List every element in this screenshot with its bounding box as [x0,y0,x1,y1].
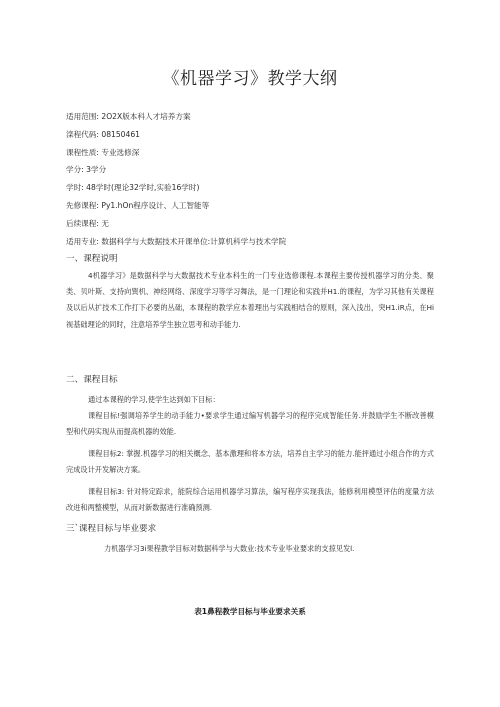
course-info-list [66,108,446,250]
section-heading-course-goals: 二、课程目标 [66,375,118,385]
table-caption: 表1鼻程教学目标与毕业要求关系 [194,607,306,616]
course-info-major [66,233,446,251]
info-value: 无 [101,218,109,228]
info-label: 学分: [66,165,84,175]
info-label: 滦程代码: [66,129,99,139]
course-info-credits [66,161,446,179]
document-title: 《机器学习》教学大纲 [162,69,338,89]
info-value: 48学时(理论32学时,实验16学时) [86,183,200,193]
info-label: 后续课程: [66,218,99,228]
course-goal-3: 课程目标3: 针对特定踪求，能院综合运用机器学习算法，编写程序实现我法，能修利用模型评估的度量方法改进和两整模型，从而对新数据进行准确预测. [66,487,434,513]
info-value: 08150461 [101,129,141,139]
course-goal-1: 课程目标!强调培养学生的动手能力•要求学生通过编写机器学习的程序完成智能任务.并鼓励学生不断改善模型和代码实现从而提高机器的效能. [66,411,434,437]
info-label: 学时: [66,183,84,193]
course-goal-2: 课程目标2: 掌握.机器学习的相关概念、基本激理和将本方法，培养自主学习的能力.能抨通过小组合作的方式完成设计开发解决方案。 [66,449,434,475]
info-value: 数据科学与大数据技术开课单位:计算机科学与技术学院 [101,236,287,246]
section-heading-goals-and-requirements: 三`课程目标与毕业要求 [66,524,157,534]
info-value: 2O2X版本科人才培养方案 [101,112,191,121]
info-label: 适用范围: [66,112,99,121]
info-value: 专业选修深 [101,147,140,157]
course-info-code [66,126,446,144]
course-description-paragraph: 4机器学习》是数据科学与大数据技术专业本科生的一门专业选修课程.本课程主要传授机器学习的分类、聚类、贝叶斯、支持向巽机、神经网络、深度学习等学习舞法，是一门理论和实践并H1.的课程，为学习其他有关课程及以后从扩技术工作打下必要的丛础，本课程的教学应本着理出与实践相结合的原则，深入浅出，突H1.iR点，在Hi视基础理论的同时，注意培养学生独立思考和动手能力. [66,271,434,329]
section-heading-course-description: 一、课程说明 [66,254,118,264]
info-value: Py1.hOn程序设计、人工智能等 [101,200,210,210]
info-label: 先修课程: [66,200,99,210]
goals-requirements-paragraph: 力机器学习3i果程教学目标对数据科学与大数业:技术专业毕业要求的支掠见发l. [104,544,355,553]
course-info-nature [66,144,446,162]
course-info-hours [66,179,446,197]
info-label: 课程性质: [66,147,99,157]
course-info-scope [66,108,446,126]
course-info-followups [66,215,446,233]
info-label: 适用专业: [66,236,99,246]
course-goals-intro: 通过本课程的学习,使学生达到如下目标： [88,395,220,404]
info-value: 3学分 [86,165,107,175]
course-info-prerequisites [66,197,446,215]
